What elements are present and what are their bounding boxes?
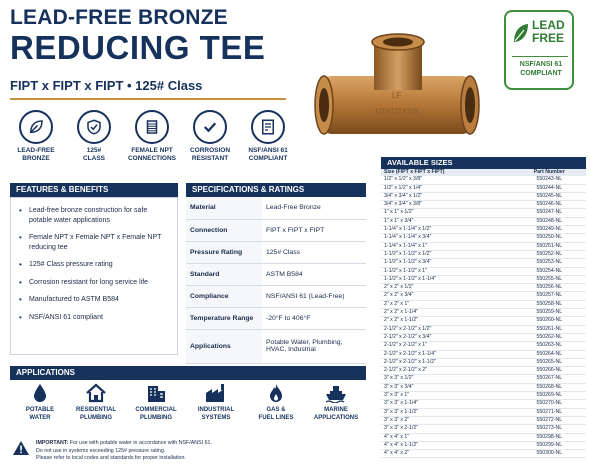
specs-heading: SPECIFICATIONS & RATINGS bbox=[186, 183, 366, 197]
part-number-cell: 550243-NL bbox=[513, 176, 586, 184]
spec-value: Lead-Free Bronze bbox=[262, 197, 366, 219]
part-number-cell: 550265-NL bbox=[513, 358, 586, 366]
table-row bbox=[186, 307, 366, 329]
title-divider bbox=[10, 98, 286, 100]
size-cell: 2" x 2" x 1" bbox=[381, 300, 513, 308]
list-item: • Lead-free bronze construction for safe potable water applications bbox=[19, 206, 171, 225]
water-drop-icon bbox=[32, 383, 48, 403]
note-important-label: IMPORTANT: bbox=[36, 440, 69, 446]
spec-value: -20°F to 406°F bbox=[262, 307, 366, 329]
feature-corrosion bbox=[182, 110, 238, 163]
part-number-cell: 550264-NL bbox=[513, 350, 586, 358]
part-number-cell: 550253-NL bbox=[513, 259, 586, 267]
size-cell: 1-1/2" x 1-1/2" x 3/4" bbox=[381, 259, 513, 267]
table-row bbox=[381, 234, 586, 242]
part-number-cell: 550269-NL bbox=[513, 392, 586, 400]
size-cell: 3" x 3" x 1" bbox=[381, 392, 513, 400]
part-number-cell: 550247-NL bbox=[513, 209, 586, 217]
list-item: • Female NPT x Female NPT x Female NPT reducing tee bbox=[19, 233, 171, 252]
application-label: COMMERCIAL PLUMBING bbox=[135, 407, 177, 421]
building-icon bbox=[145, 383, 167, 403]
part-number-cell: 550250-NL bbox=[513, 234, 586, 242]
table-row bbox=[381, 433, 586, 441]
size-cell: 2" x 2" x 3/4" bbox=[381, 292, 513, 300]
part-number-cell: 550249-NL bbox=[513, 226, 586, 234]
table-row bbox=[381, 209, 586, 217]
certificate-icon bbox=[259, 118, 277, 136]
part-number-cell: 550254-NL bbox=[513, 267, 586, 275]
feature-nsf bbox=[240, 110, 296, 163]
spec-value: ASTM B584 bbox=[262, 263, 366, 285]
ship-icon bbox=[324, 383, 348, 403]
applications-heading: APPLICATIONS bbox=[10, 366, 366, 380]
spec-key: Compliance bbox=[186, 285, 262, 307]
table-row bbox=[381, 201, 586, 209]
table-row bbox=[381, 367, 586, 375]
table-row bbox=[381, 350, 586, 358]
sizes-table-body bbox=[381, 176, 586, 458]
spec-value: FIPT x FIPT x FIPT bbox=[262, 219, 366, 241]
size-cell: 2-1/2" x 2-1/2" x 1-1/2" bbox=[381, 358, 513, 366]
spec-key: Applications bbox=[186, 329, 262, 363]
part-number-cell: 550261-NL bbox=[513, 325, 586, 333]
feature-icon-label: 125# CLASS bbox=[82, 147, 106, 162]
size-cell: 1" x 1" x 1/2" bbox=[381, 209, 513, 217]
size-cell: 3" x 3" x 2" bbox=[381, 416, 513, 424]
spec-value: Potable Water, Plumbing, HVAC, Industrial bbox=[262, 329, 366, 363]
part-number-cell: 550263-NL bbox=[513, 342, 586, 350]
spec-key: Material bbox=[186, 197, 262, 219]
size-cell: 1/2" x 1/2" x 1/4" bbox=[381, 184, 513, 192]
note-line2: Do not use in systems exceeding 125# pressure rating. bbox=[36, 447, 166, 454]
table-row bbox=[381, 250, 586, 258]
spec-value: 125# Class bbox=[262, 241, 366, 263]
table-row bbox=[381, 416, 586, 424]
table-row bbox=[381, 358, 586, 366]
table-row bbox=[381, 275, 586, 283]
table-row bbox=[381, 192, 586, 200]
application-label: GAS & FUEL LINES bbox=[258, 407, 294, 421]
size-cell: 4" x 4" x 2" bbox=[381, 450, 513, 458]
list-item: • Manufactured to ASTM B584 bbox=[19, 295, 171, 305]
flame-icon bbox=[268, 383, 284, 403]
badge-subtitle: NSF/ANSI 61 COMPLIANT bbox=[519, 61, 563, 77]
application-residential bbox=[68, 382, 124, 422]
part-number-cell: 550300-NL bbox=[513, 450, 586, 458]
part-number-cell: 550272-NL bbox=[513, 416, 586, 424]
part-number-cell: 550266-NL bbox=[513, 367, 586, 375]
size-cell: 3" x 3" x 1-1/2" bbox=[381, 408, 513, 416]
application-potable-water bbox=[12, 382, 68, 422]
part-number-cell: 550257-NL bbox=[513, 292, 586, 300]
size-cell: 1-1/2" x 1-1/2" x 1-1/4" bbox=[381, 275, 513, 283]
table-row bbox=[381, 375, 586, 383]
part-number-cell: 550248-NL bbox=[513, 217, 586, 225]
application-label: INDUSTRIAL SYSTEMS bbox=[197, 407, 235, 421]
size-cell: 1-1/2" x 1-1/2" x 1/2" bbox=[381, 250, 513, 258]
casting-size: 1/2X1/2X3/8 bbox=[374, 107, 419, 116]
table-row bbox=[381, 400, 586, 408]
size-cell: 3" x 3" x 1-1/4" bbox=[381, 400, 513, 408]
application-label: RESIDENTIAL PLUMBING bbox=[75, 407, 116, 421]
table-row bbox=[381, 300, 586, 308]
feature-class bbox=[66, 110, 122, 163]
size-cell: 1-1/4" x 1-1/4" x 1" bbox=[381, 242, 513, 250]
table-row bbox=[381, 309, 586, 317]
part-number-cell: 550268-NL bbox=[513, 383, 586, 391]
size-cell: 2-1/2" x 2-1/2" x 1-1/4" bbox=[381, 350, 513, 358]
size-cell: 2" x 2" x 1-1/2" bbox=[381, 317, 513, 325]
size-cell: 1/2" x 1/2" x 3/8" bbox=[381, 176, 513, 184]
factory-icon bbox=[204, 383, 228, 403]
part-number-cell: 550244-NL bbox=[513, 184, 586, 192]
size-cell: 1-1/4" x 1-1/4" x 1/2" bbox=[381, 226, 513, 234]
table-row bbox=[381, 176, 586, 184]
table-row bbox=[381, 217, 586, 225]
table-row bbox=[381, 259, 586, 267]
table-row bbox=[381, 450, 586, 458]
shield-check-icon bbox=[85, 118, 103, 136]
part-number-cell: 550259-NL bbox=[513, 309, 586, 317]
part-number-cell: 550271-NL bbox=[513, 408, 586, 416]
part-number-cell: 550256-NL bbox=[513, 284, 586, 292]
application-marine bbox=[308, 382, 364, 422]
table-row bbox=[186, 285, 366, 307]
table-row bbox=[186, 241, 366, 263]
part-number-cell: 550299-NL bbox=[513, 441, 586, 449]
spec-key: Standard bbox=[186, 263, 262, 285]
page-subtitle: FIPT x FIPT x FIPT • 125# Class bbox=[10, 78, 203, 93]
part-number-cell: 550262-NL bbox=[513, 333, 586, 341]
specs-table bbox=[186, 197, 366, 364]
size-cell: 3/4" x 3/4" x 1/2" bbox=[381, 192, 513, 200]
table-row bbox=[381, 333, 586, 341]
badge-divider bbox=[512, 56, 568, 57]
table-row bbox=[186, 263, 366, 285]
size-cell: 2-1/2" x 2-1/2" x 2" bbox=[381, 367, 513, 375]
table-row bbox=[381, 392, 586, 400]
list-item: • Corrosion resistant for long service life bbox=[19, 278, 171, 288]
feature-icon-label: LEAD-FREE BRONZE bbox=[17, 147, 55, 162]
feature-icons-row bbox=[8, 110, 308, 170]
part-number-cell: 550267-NL bbox=[513, 375, 586, 383]
feature-npt bbox=[124, 110, 180, 163]
table-row bbox=[381, 408, 586, 416]
house-icon bbox=[85, 383, 107, 403]
application-label: POTABLE WATER bbox=[25, 407, 55, 421]
threaded-connection-icon bbox=[143, 118, 161, 136]
part-number-cell: 550251-NL bbox=[513, 242, 586, 250]
leaf-icon bbox=[27, 118, 45, 136]
size-cell: 3/4" x 3/4" x 3/8" bbox=[381, 201, 513, 209]
size-cell: 3" x 3" x 1/2" bbox=[381, 375, 513, 383]
table-row bbox=[381, 292, 586, 300]
table-header-row bbox=[381, 169, 586, 176]
application-industrial bbox=[188, 382, 244, 422]
spec-value: NSF/ANSI 61 (Lead-Free) bbox=[262, 285, 366, 307]
table-row bbox=[381, 242, 586, 250]
features-list bbox=[11, 198, 177, 322]
table-row bbox=[381, 383, 586, 391]
size-cell: 1-1/2" x 1-1/2" x 1" bbox=[381, 267, 513, 275]
sizes-heading: AVAILABLE SIZES bbox=[381, 157, 586, 169]
part-number-cell: 550298-NL bbox=[513, 433, 586, 441]
spec-key: Pressure Rating bbox=[186, 241, 262, 263]
features-panel bbox=[10, 197, 178, 355]
part-number-cell: 550273-NL bbox=[513, 425, 586, 433]
part-number-cell: 550245-NL bbox=[513, 192, 586, 200]
size-cell: 4" x 4" x 1-1/2" bbox=[381, 441, 513, 449]
part-number-cell: 550246-NL bbox=[513, 201, 586, 209]
size-cell: 2-1/2" x 2-1/2" x 1/2" bbox=[381, 325, 513, 333]
table-row bbox=[186, 219, 366, 241]
badge-title: LEAD FREE bbox=[532, 18, 565, 45]
size-cell: 1" x 1" x 3/4" bbox=[381, 217, 513, 225]
casting-mark: LF bbox=[392, 91, 402, 100]
part-number-cell: 550260-NL bbox=[513, 317, 586, 325]
size-cell: 3" x 3" x 2-1/2" bbox=[381, 425, 513, 433]
application-label: MARINE APPLICATIONS bbox=[313, 407, 359, 421]
checkmark-icon bbox=[201, 118, 219, 136]
table-row bbox=[381, 325, 586, 333]
feature-lead-free bbox=[8, 110, 64, 163]
size-cell: 2-1/2" x 2-1/2" x 3/4" bbox=[381, 333, 513, 341]
product-image bbox=[304, 30, 494, 160]
part-number-cell: 550258-NL bbox=[513, 300, 586, 308]
spec-key: Temperature Range bbox=[186, 307, 262, 329]
size-cell: 3" x 3" x 3/4" bbox=[381, 383, 513, 391]
part-column-header: Part Number bbox=[513, 169, 586, 176]
table-row bbox=[381, 284, 586, 292]
list-item: • NSF/ANSI 61 compliant bbox=[19, 313, 171, 323]
table-row bbox=[381, 226, 586, 234]
table-row bbox=[381, 425, 586, 433]
feature-icon-label: CORROSION RESISTANT bbox=[189, 147, 231, 162]
important-note bbox=[10, 436, 366, 472]
size-cell: 2-1/2" x 2-1/2" x 1" bbox=[381, 342, 513, 350]
table-row bbox=[381, 184, 586, 192]
page-title-line2: REDUCING TEE bbox=[10, 29, 266, 66]
size-column-header: Size (FIPT x FIPT x FIPT) bbox=[381, 169, 513, 176]
lead-free-badge bbox=[504, 10, 574, 90]
sizes-table bbox=[381, 169, 586, 458]
page-title-line1: LEAD-FREE BRONZE bbox=[10, 6, 228, 29]
warning-icon bbox=[12, 440, 30, 456]
note-line3: Please refer to local codes and standards for proper installation. bbox=[36, 455, 186, 461]
spec-key: Connection bbox=[186, 219, 262, 241]
size-cell: 4" x 4" x 1" bbox=[381, 433, 513, 441]
table-row bbox=[186, 197, 366, 219]
applications-row bbox=[10, 380, 366, 434]
table-row bbox=[381, 441, 586, 449]
application-gas-fuel bbox=[248, 382, 304, 422]
list-item: • 125# Class pressure rating bbox=[19, 260, 171, 270]
table-row bbox=[381, 342, 586, 350]
feature-icon-label: NSF/ANSI 61 COMPLIANT bbox=[248, 147, 288, 162]
features-heading: FEATURES & BENEFITS bbox=[10, 183, 178, 197]
table-row bbox=[381, 317, 586, 325]
note-line1: For use with potable water in accordance with NSF/ANSI 61. bbox=[68, 440, 212, 446]
part-number-cell: 550255-NL bbox=[513, 275, 586, 283]
feature-icon-label: FEMALE NPT CONNECTIONS bbox=[127, 147, 177, 162]
leaf-icon bbox=[512, 22, 530, 44]
table-row bbox=[186, 329, 366, 363]
size-cell: 2" x 2" x 1-1/4" bbox=[381, 309, 513, 317]
part-number-cell: 550252-NL bbox=[513, 250, 586, 258]
application-commercial bbox=[128, 382, 184, 422]
part-number-cell: 550270-NL bbox=[513, 400, 586, 408]
note-text bbox=[36, 440, 212, 463]
table-row bbox=[381, 267, 586, 275]
size-cell: 2" x 2" x 1/2" bbox=[381, 284, 513, 292]
size-cell: 1-1/4" x 1-1/4" x 3/4" bbox=[381, 234, 513, 242]
